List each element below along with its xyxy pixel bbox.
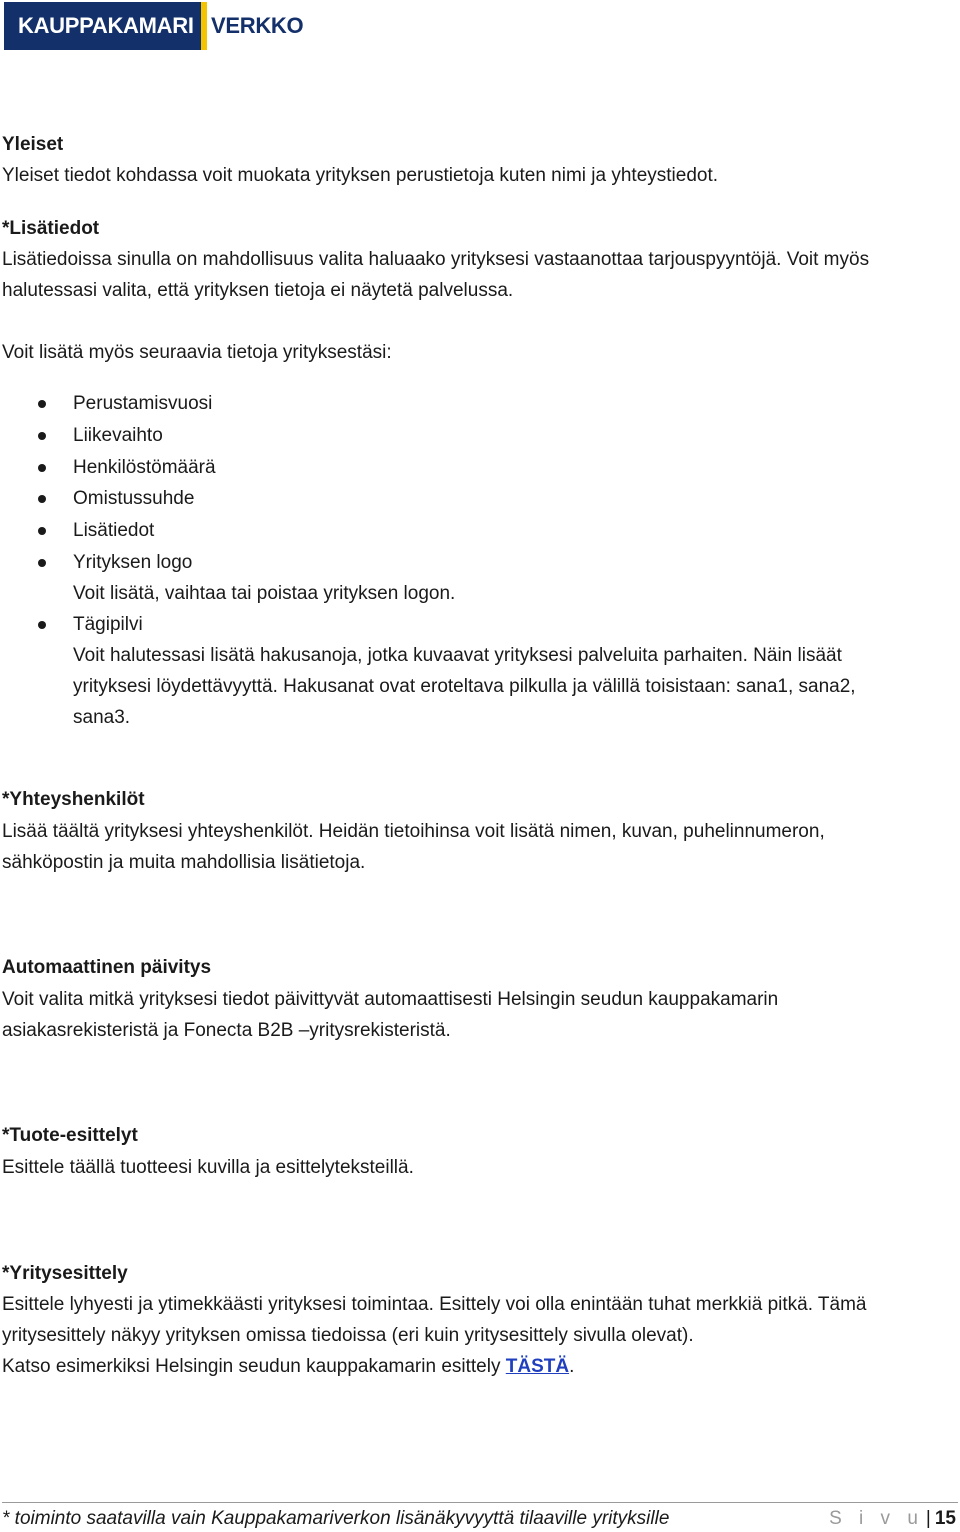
list-item-label: Omistussuhde [73,488,195,509]
link-suffix-text: . [569,1356,575,1377]
yritysesittely-link-line [2,1355,574,1379]
list-item-label: Lisätiedot [73,520,155,541]
bullet-icon [38,621,46,629]
heading-automaattinen-paivitys: Automaattinen päivitys [2,957,212,978]
tuote-text: Esittele täällä tuotteesi kuvilla ja esittelyteksteillä. [2,1157,414,1178]
heading-tuote-esittelyt: *Tuote-esittelyt [2,1125,138,1146]
bullet-icon [38,527,46,535]
page-separator: | [925,1508,931,1529]
page-number: 15 [934,1508,956,1529]
list-item-label: Henkilöstömäärä [73,457,216,478]
lisatiedot-line-2: halutessasi valita, että yrityksen tietoja ei näytetä palvelussa. [2,280,514,301]
bullet-icon [38,495,46,503]
yritysesittely-line-2: yritysesittely näkyy yrityksen omissa tiedoissa (eri kuin yritysesittely sivulla olevat). [2,1325,694,1346]
list-item-description: Voit lisätä, vaihtaa tai poistaa yrityksen logon. [73,583,456,604]
heading-yritysesittely: *Yritysesittely [2,1263,128,1284]
list-item-label: Yrityksen logo [73,552,193,573]
bullet-icon [38,464,46,472]
list-item-label: Perustamisvuosi [73,393,213,414]
heading-lisatiedot: *Lisätiedot [2,218,100,239]
heading-yleiset: Yleiset [2,134,64,155]
bullet-icon [38,432,46,440]
heading-yhteyshenkilot: *Yhteyshenkilöt [2,789,145,810]
lisatiedot-line-1: Lisätiedoissa sinulla on mahdollisuus valita haluaako yrityksesi vastaanottaa tarjouspyyntöjä. Voit myös [2,249,870,270]
yhteyshenkilot-line-1: Lisää täältä yrityksesi yhteyshenkilöt. Heidän tietoihinsa voit lisätä nimen, kuvan, puhelinnumeron, [2,821,825,842]
kauppakamari-verkko-logo [4,2,303,50]
automaattinen-line-2: asiakasrekisteristä ja Fonecta B2B –yritysrekisteristä. [2,1020,451,1041]
list-item-description: yrityksesi löydettävyyttä. Hakusanat ovat eroteltava pilkulla ja välillä toisistaan: sana1, sana2, [73,676,856,697]
bullet-icon [38,559,46,567]
page-label: S i v u [829,1508,924,1529]
yleiset-text: Yleiset tiedot kohdassa voit muokata yrityksen perustietoja kuten nimi ja yhteystiedot. [2,165,719,186]
logo-text-right: VERKKO [207,2,303,50]
link-prefix-text: Katso esimerkiksi Helsingin seudun kauppakamarin esittely [2,1356,506,1377]
bullet-icon [38,400,46,408]
footer-divider [2,1502,958,1503]
page-indicator [829,1507,956,1531]
yritysesittely-line-1: Esittele lyhyesti ja ytimekkäästi yrityksesi toimintaa. Esittely voi olla enintään tuhat merkkiä pitkä. Tämä [2,1294,867,1315]
list-item-label: Tägipilvi [73,614,143,635]
yhteyshenkilot-line-2: sähköpostin ja muita mahdollisia lisätietoja. [2,852,366,873]
tasta-link[interactable]: TÄSTÄ [505,1356,570,1377]
logo-text-left: KAUPPAKAMARI [4,2,201,50]
list-item-label: Liikevaihto [73,425,163,446]
footer-note: * toiminto saatavilla vain Kauppakamariverkon lisänäkyvyyttä tilaaville yrityksille [2,1508,670,1529]
lisatiedot-intro: Voit lisätä myös seuraavia tietoja yrityksestäsi: [2,342,392,363]
list-item-description: Voit halutessasi lisätä hakusanoja, jotka kuvaavat yrityksesi palveluita parhaiten. Näin lisäät [73,645,842,666]
automaattinen-line-1: Voit valita mitkä yrityksesi tiedot päivittyvät automaattisesti Helsingin seudun kauppakamarin [2,989,779,1010]
list-item-description: sana3. [73,707,131,728]
